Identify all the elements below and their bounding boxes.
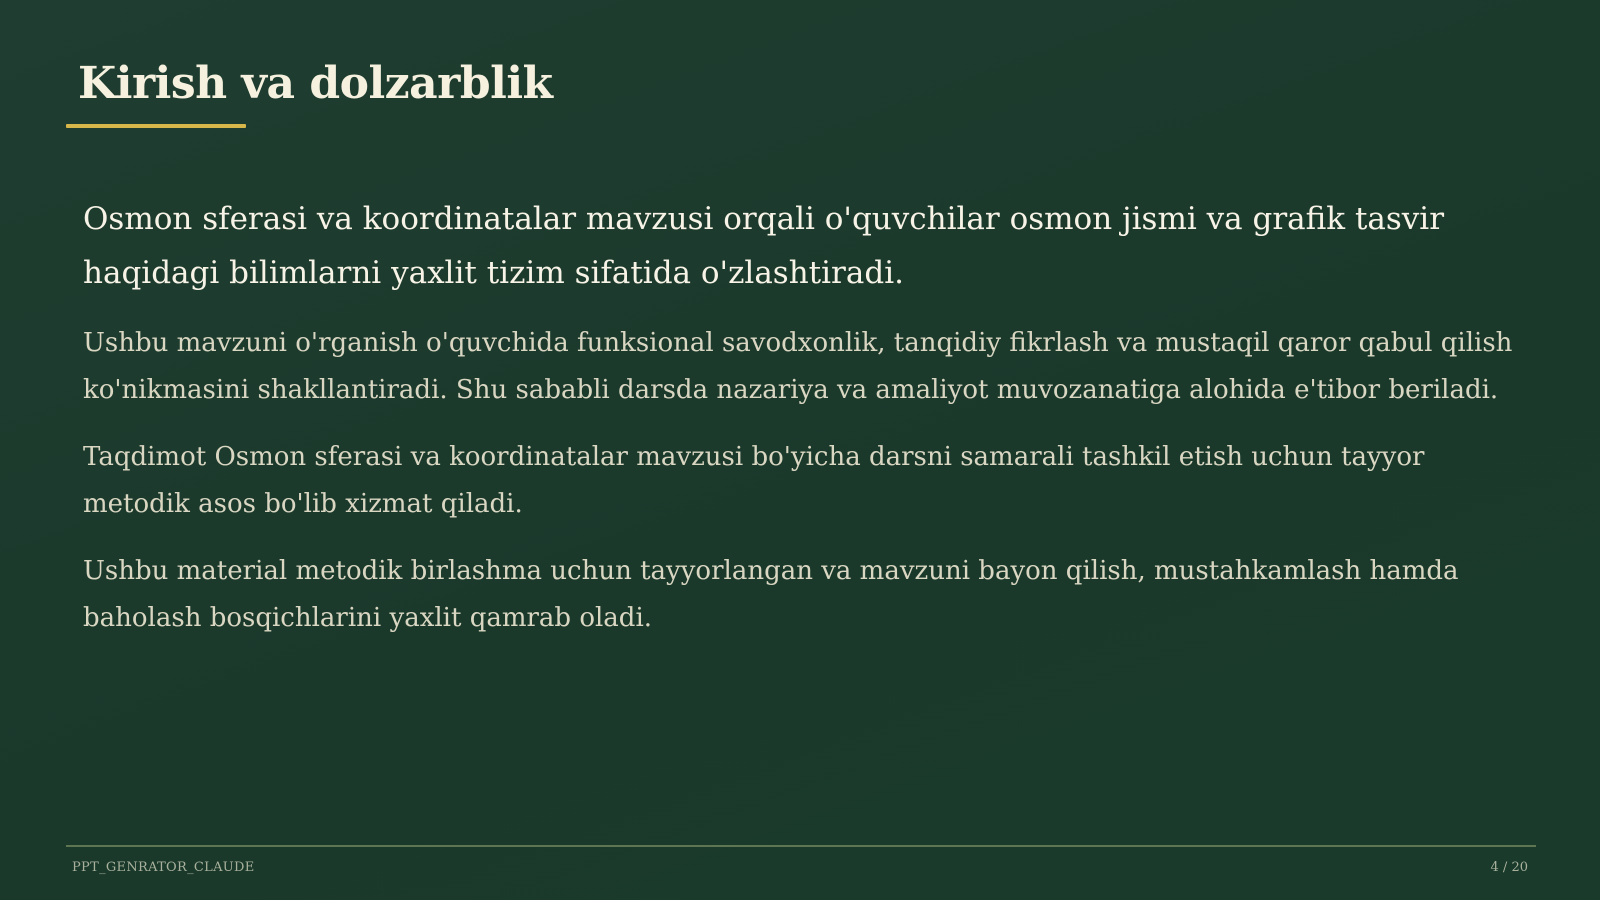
page-number: 4 / 20 xyxy=(1490,860,1528,875)
footer-brand: PPT_GENRATOR_CLAUDE xyxy=(72,860,255,875)
body-paragraph: Taqdimot Osmon sferasi va koordinatalar mavzusi bo'yicha darsni samarali tashkil etish uchun tayyor metodik asos bo'lib xizmat qiladi. xyxy=(83,442,1425,519)
title-underline-accent xyxy=(66,124,246,128)
body-paragraph: Ushbu material metodik birlashma uchun tayyorlangan va mavzuni bayon qilish, mustahkamlash hamda baholash bosqichlarini yaxlit qamrab oladi. xyxy=(83,556,1459,633)
slide-title: Kirish va dolzarblik xyxy=(78,58,553,109)
slide-content xyxy=(83,192,1513,662)
body-paragraph: Ushbu mavzuni o'rganish o'quvchida funksional savodxonlik, tanqidiy fikrlash va mustaqil qaror qabul qilish ko'nikmasini shakllantiradi. Shu sababli darsda nazariya va amaliyot muvozanatiga alohida e'tibor beriladi. xyxy=(83,328,1513,405)
footer-divider xyxy=(66,845,1536,847)
lead-paragraph: Osmon sferasi va koordinatalar mavzusi orqali o'quvchilar osmon jismi va grafik tasvir haqidagi bilimlarni yaxlit tizim sifatida o'zlashtiradi. xyxy=(83,201,1445,291)
